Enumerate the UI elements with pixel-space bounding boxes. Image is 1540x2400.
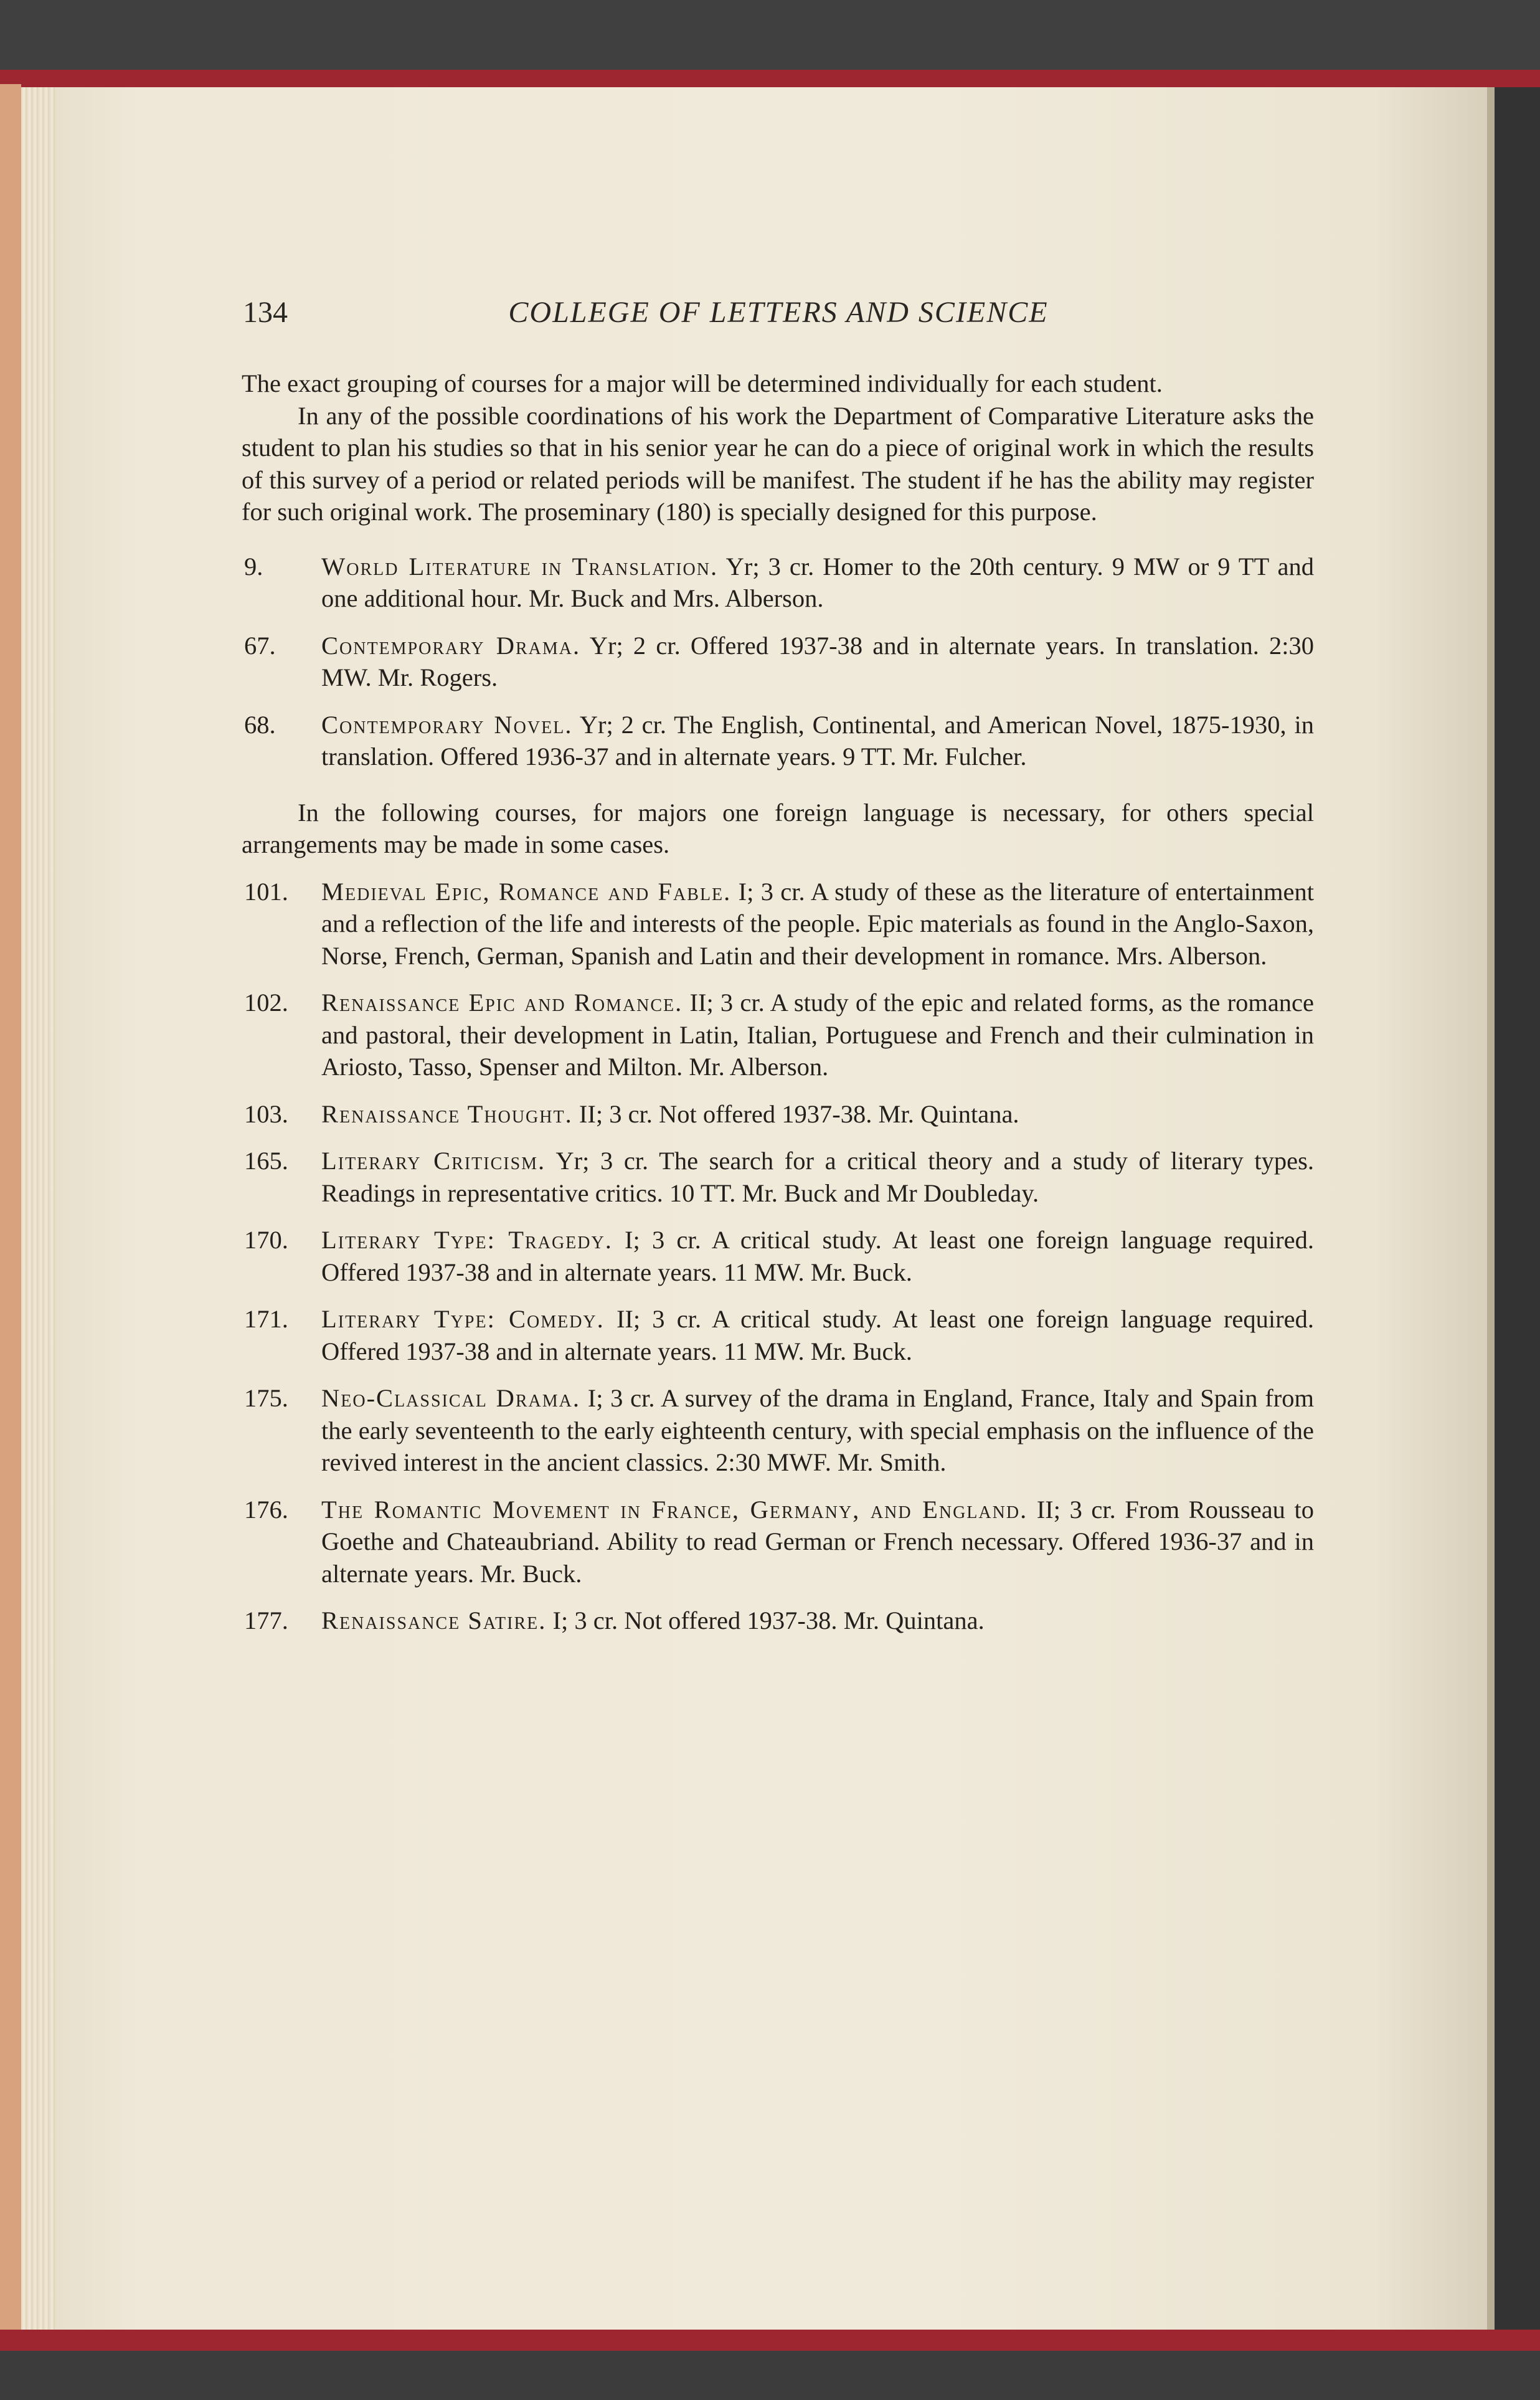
course-title: Neo-Classical Drama. — [321, 1384, 580, 1412]
course-title: Contemporary Drama. — [321, 631, 581, 660]
course-description: I; 3 cr. A survey of the drama in England, France, Italy and Spain from the early seventeenth to the early eighteenth century, with special emphasis on the influence of the revived interest in the ancient classics. 2:30 MWF. Mr. Smith. — [321, 1384, 1314, 1476]
intro-paragraph: In any of the possible coordinations of his work the Department of Comparative Literature asks the student to plan his studies so that in his senior year he can do a piece of original work in which the results of this survey of a period or related periods will be manifest. The student if he has the ability may register for such original work. The proseminary (180) is specially designed for this purpose. — [242, 401, 1314, 526]
course-number: 9. — [244, 552, 263, 581]
course-entry — [242, 1605, 1314, 1637]
course-description: II; 3 cr. Not offered 1937-38. Mr. Quintana. — [579, 1099, 1019, 1128]
course-title: Literary Criticism. — [321, 1147, 546, 1175]
page-stack-edges — [21, 87, 57, 2331]
course-number: 101. — [244, 877, 288, 906]
course-number: 103. — [244, 1099, 288, 1128]
course-title: Literary Type: Tragedy. — [321, 1226, 613, 1254]
course-entry — [242, 551, 1314, 615]
intro-paragraph: The exact grouping of courses for a major will be determined individually for each student. — [242, 369, 1163, 397]
course-title: Literary Type: Comedy. — [321, 1305, 605, 1333]
course-number: 176. — [244, 1495, 288, 1524]
book-cover-edge-bottom — [0, 2330, 1540, 2351]
course-title: Renaissance Epic and Romance. — [321, 989, 683, 1017]
course-entry — [242, 1494, 1314, 1590]
book-cover-edge-top — [0, 70, 1540, 88]
course-entry — [242, 987, 1314, 1083]
background-top — [0, 0, 1540, 74]
course-entry — [242, 1098, 1314, 1131]
course-description: I; 3 cr. Not offered 1937-38. Mr. Quintana. — [552, 1606, 985, 1634]
course-number: 175. — [244, 1384, 288, 1412]
course-entry — [242, 1145, 1314, 1209]
book-cover-edge-left — [0, 84, 21, 2333]
course-description: Yr; 3 cr. Homer to the 20th century. 9 MW or 9 TT and one additional hour. Mr. Buck and Mrs. Alberson. — [321, 552, 1314, 612]
course-entry — [242, 630, 1314, 694]
course-description: Yr; 2 cr. The English, Continental, and American Novel, 1875-1930, in translation. Offered 1936-37 and in alternate years. 9 TT. Mr. Fulcher. — [321, 710, 1314, 771]
course-description: I; 3 cr. A critical study. At least one foreign language required. Offered 1937-38 and in alternate years. 11 MW. Mr. Buck. — [321, 1226, 1315, 1286]
page-number: 134 — [243, 296, 288, 329]
course-title: Renaissance Satire. — [321, 1606, 547, 1634]
page-header — [243, 295, 1314, 333]
course-entry — [242, 1224, 1314, 1288]
course-entry — [242, 1382, 1314, 1479]
background-bottom — [0, 2351, 1540, 2400]
course-entry — [242, 876, 1314, 972]
course-number: 171. — [244, 1305, 288, 1333]
running-title: COLLEGE OF LETTERS AND SCIENCE — [508, 296, 1049, 329]
course-number: 102. — [244, 989, 288, 1017]
course-description: I; 3 cr. A study of these as the literature of entertainment and a reflection of the life and interests of the people. Epic materials as found in the Anglo-Saxon, Norse, French, German, Spanish and Latin and their development in romance. Mrs. Alberson. — [321, 877, 1314, 970]
course-description: II; 3 cr. From Rousseau to Goethe and Chateaubriand. Ability to read German or French necessary. Offered 1936-37 and in alternate years. Mr. Buck. — [321, 1495, 1314, 1588]
course-title: The Romantic Movement in France, Germany, and England. — [321, 1495, 1028, 1524]
course-entry — [242, 709, 1314, 773]
course-description: Yr; 2 cr. Offered 1937-38 and in alternate years. In translation. 2:30 MW. Mr. Rogers. — [321, 631, 1314, 691]
page-right-edge — [1487, 87, 1495, 2330]
course-description: Yr; 3 cr. The search for a critical theory and a study of literary types. Readings in representative critics. 10 TT. Mr. Buck and Mr Doubleday. — [321, 1147, 1314, 1207]
background-right — [1487, 87, 1540, 2330]
course-title: Renaissance Thought. — [321, 1099, 573, 1128]
language-note: In the following courses, for majors one foreign language is necessary, for others special arrangements may be made in some cases. — [242, 798, 1314, 858]
course-number: 177. — [244, 1606, 288, 1634]
page-body — [242, 368, 1314, 1637]
course-description: II; 3 cr. A study of the epic and related forms, as the romance and pastoral, their development in Latin, Italian, Portuguese and French and their culmination in Ariosto, Tasso, Spenser and Milton. Mr. Alberson. — [321, 989, 1314, 1081]
course-entry — [242, 1303, 1314, 1367]
course-title: Contemporary Novel. — [321, 710, 573, 739]
course-number: 67. — [244, 631, 276, 660]
course-number: 68. — [244, 710, 276, 739]
course-title: World Literature in Translation. — [321, 552, 719, 581]
course-number: 170. — [244, 1226, 288, 1254]
course-description: II; 3 cr. A critical study. At least one foreign language required. Offered 1937-38 and in alternate years. 11 MW. Mr. Buck. — [321, 1305, 1315, 1365]
course-number: 165. — [244, 1147, 288, 1175]
course-title: Medieval Epic, Romance and Fable. — [321, 877, 732, 906]
